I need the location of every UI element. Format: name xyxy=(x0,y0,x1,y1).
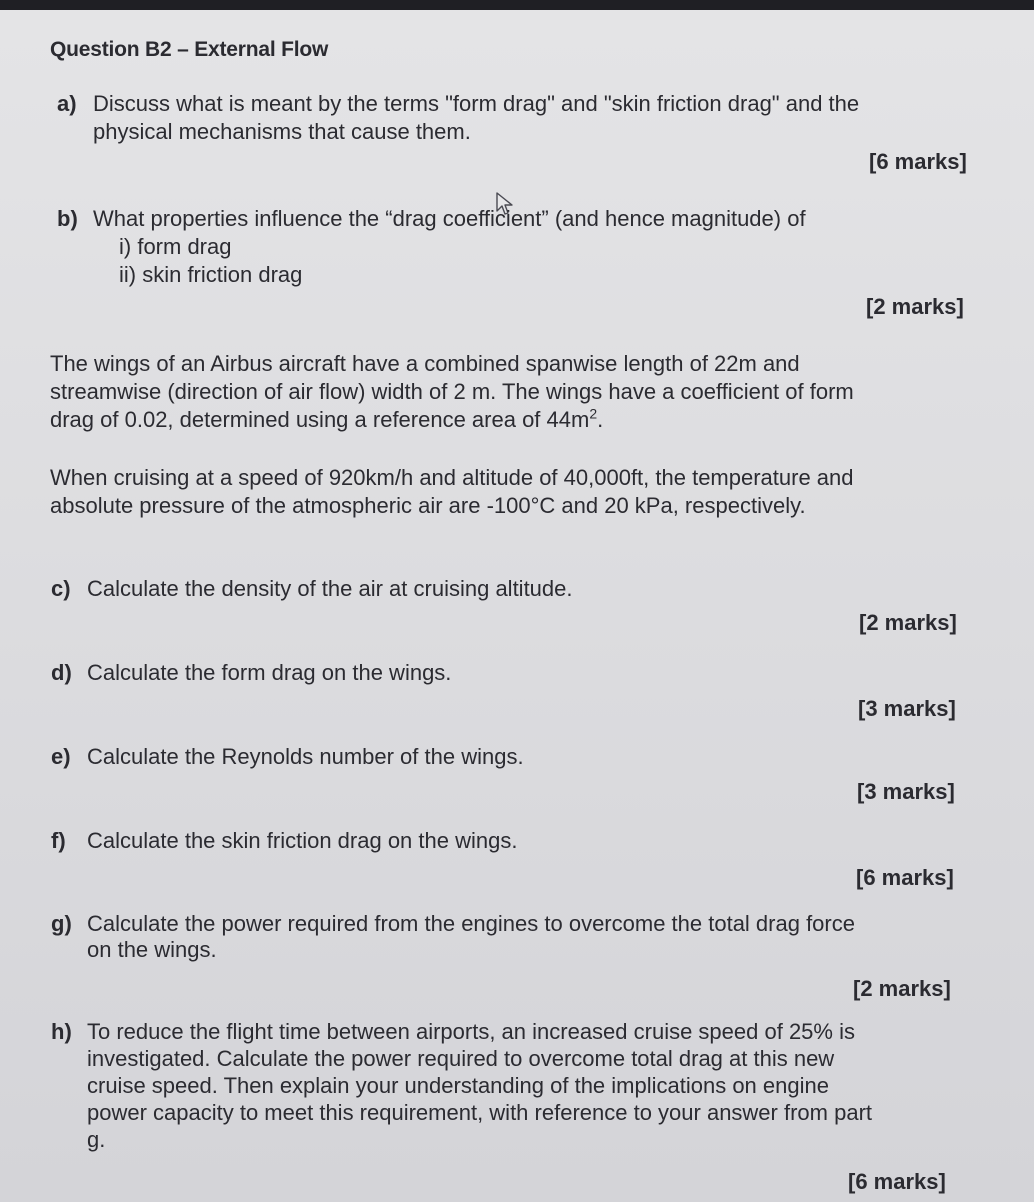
question-g-line2: on the wings. xyxy=(87,937,217,962)
question-c-text: Calculate the density of the air at cruising altitude. xyxy=(87,576,573,601)
label-a: a) xyxy=(57,91,77,116)
marks-b: [2 marks] xyxy=(866,294,964,319)
marks-e: [3 marks] xyxy=(857,779,955,804)
conditions-line1: When cruising at a speed of 920km/h and altitude of 40,000ft, the temperature and xyxy=(50,465,854,490)
context-line3 xyxy=(50,406,603,434)
question-d-text: Calculate the form drag on the wings. xyxy=(87,660,452,685)
context-line2: streamwise (direction of air flow) width of 2 m. The wings have a coefficient of form xyxy=(50,379,854,404)
label-e: e) xyxy=(51,744,71,769)
label-d: d) xyxy=(51,660,72,685)
question-h-line1: To reduce the flight time between airports, an increased cruise speed of 25% is xyxy=(87,1019,855,1044)
marks-d: [3 marks] xyxy=(858,696,956,721)
bottom-screen-artifacts xyxy=(80,1196,200,1202)
question-h-line2: investigated. Calculate the power required to overcome total drag at this new xyxy=(87,1046,835,1071)
context-line1: The wings of an Airbus aircraft have a combined spanwise length of 22m and xyxy=(50,351,800,376)
question-b-sub2: ii) skin friction drag xyxy=(119,262,303,287)
label-g: g) xyxy=(51,911,72,936)
question-a-line1: Discuss what is meant by the terms "form drag" and "skin friction drag" and the xyxy=(93,91,860,116)
question-e-text: Calculate the Reynolds number of the wings. xyxy=(87,744,524,769)
question-h-line3: cruise speed. Then explain your understanding of the implications on engine xyxy=(87,1073,829,1098)
conditions-line2: absolute pressure of the atmospheric air are -100°C and 20 kPa, respectively. xyxy=(50,493,806,518)
marks-c: [2 marks] xyxy=(859,610,957,635)
marks-g: [2 marks] xyxy=(853,976,951,1001)
top-dark-edge xyxy=(0,0,1034,10)
question-h-line4: power capacity to meet this requirement, with reference to your answer from part xyxy=(87,1100,873,1125)
label-f: f) xyxy=(51,828,66,853)
marks-h: [6 marks] xyxy=(848,1169,946,1194)
context-line3-end: . xyxy=(597,407,604,432)
question-title: Question B2 – External Flow xyxy=(50,38,329,61)
marks-a: [6 marks] xyxy=(869,149,967,174)
label-h: h) xyxy=(51,1019,72,1044)
question-b-line1: What properties influence the “drag coefficient” (and hence magnitude) of xyxy=(93,206,806,231)
question-b-sub1: i) form drag xyxy=(119,234,232,259)
question-sheet xyxy=(0,10,1034,1202)
question-f-text: Calculate the skin friction drag on the wings. xyxy=(87,828,518,853)
context-line3-text: drag of 0.02, determined using a reference area of 44m xyxy=(50,407,590,432)
label-c: c) xyxy=(51,576,71,601)
area-exponent: 2 xyxy=(589,405,598,422)
question-g-line1: Calculate the power required from the engines to overcome the total drag force xyxy=(87,911,855,936)
marks-f: [6 marks] xyxy=(856,865,954,890)
question-h-line5: g. xyxy=(87,1127,106,1152)
question-a-line2: physical mechanisms that cause them. xyxy=(93,119,471,144)
label-b: b) xyxy=(57,206,78,231)
